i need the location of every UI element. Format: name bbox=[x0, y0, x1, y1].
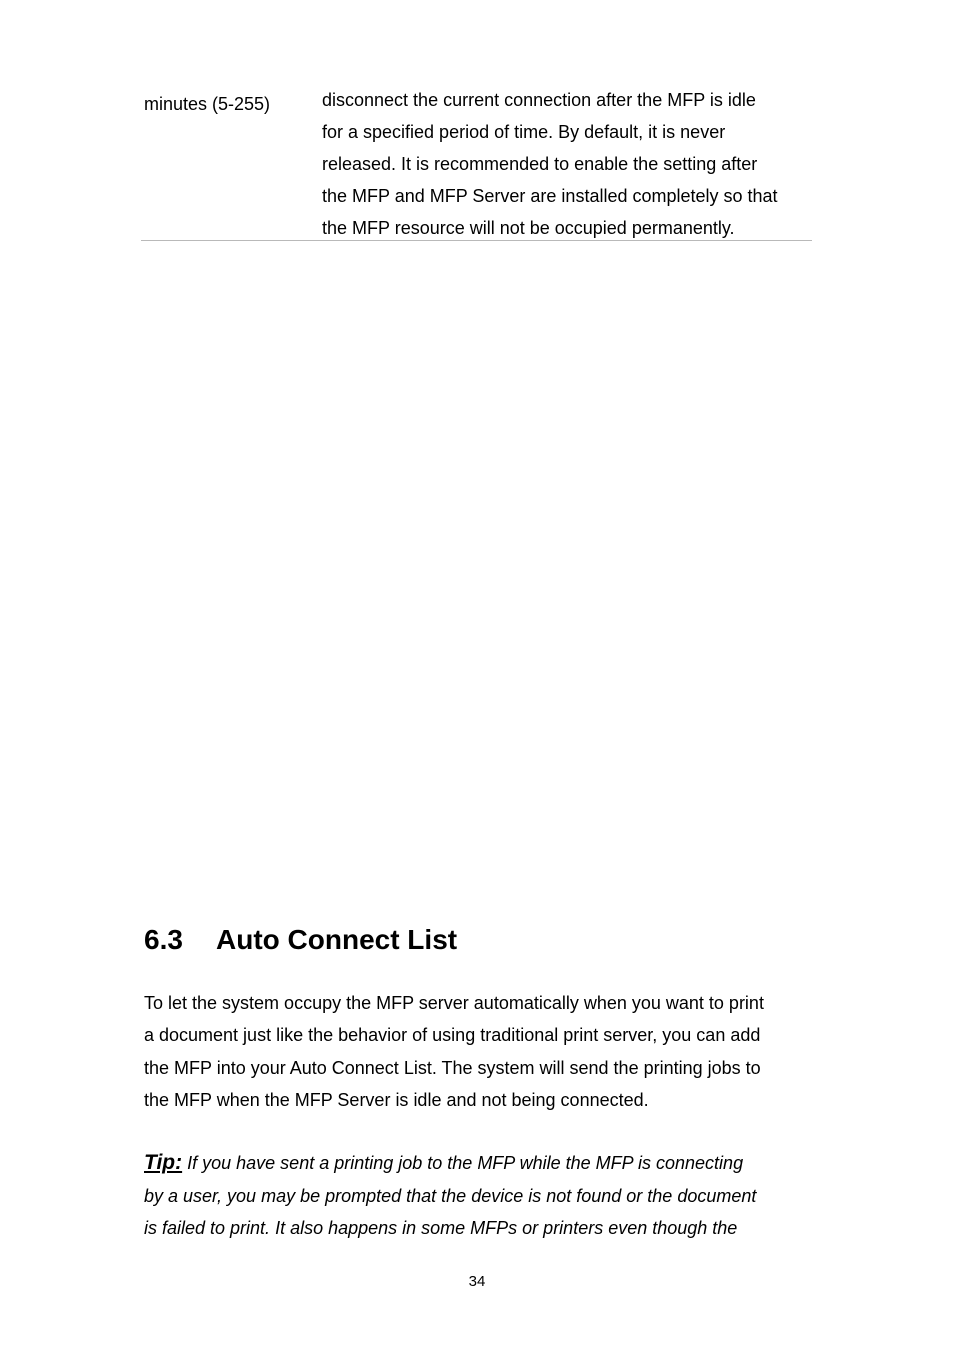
tip-note bbox=[144, 1147, 814, 1245]
tip-line: is failed to print. It also happens in some MFPs or printers even though the bbox=[144, 1218, 738, 1238]
setting-name: minutes (5-255) bbox=[144, 94, 271, 114]
tip-line: by a user, you may be prompted that the device is not found or the document bbox=[144, 1185, 757, 1206]
description-line: disconnect the current connection after the MFP is idle bbox=[322, 90, 756, 110]
description-line: for a specified period of time. By default, it is never bbox=[322, 122, 726, 142]
description-line: released. It is recommended to enable the setting after bbox=[322, 154, 758, 174]
section-title: Auto Connect List bbox=[216, 924, 458, 955]
paragraph-line: To let the system occupy the MFP server automatically when you want to print bbox=[144, 993, 764, 1013]
description-line: the MFP resource will not be occupied permanently. bbox=[322, 218, 735, 238]
description-line: the MFP and MFP Server are installed completely so that bbox=[322, 186, 778, 206]
page-number: 34 bbox=[468, 1273, 486, 1290]
tip-first-line bbox=[144, 1147, 814, 1180]
paragraph-line: a document just like the behavior of using traditional print server, you can add bbox=[144, 1025, 761, 1046]
tip-text: If you have sent a printing job to the MFP while the MFP is connecting bbox=[187, 1153, 744, 1173]
section-heading bbox=[144, 920, 457, 960]
section-number: 6.3 bbox=[144, 924, 183, 955]
paragraph-line: the MFP when the MFP Server is idle and not being connected. bbox=[144, 1089, 649, 1110]
body-paragraph bbox=[144, 987, 814, 1116]
setting-description bbox=[322, 84, 812, 244]
tip-label: Tip: bbox=[144, 1151, 183, 1174]
paragraph-line: the MFP into your Auto Connect List. The system will send the printing jobs to bbox=[144, 1057, 761, 1078]
settings-table-row bbox=[141, 84, 812, 241]
